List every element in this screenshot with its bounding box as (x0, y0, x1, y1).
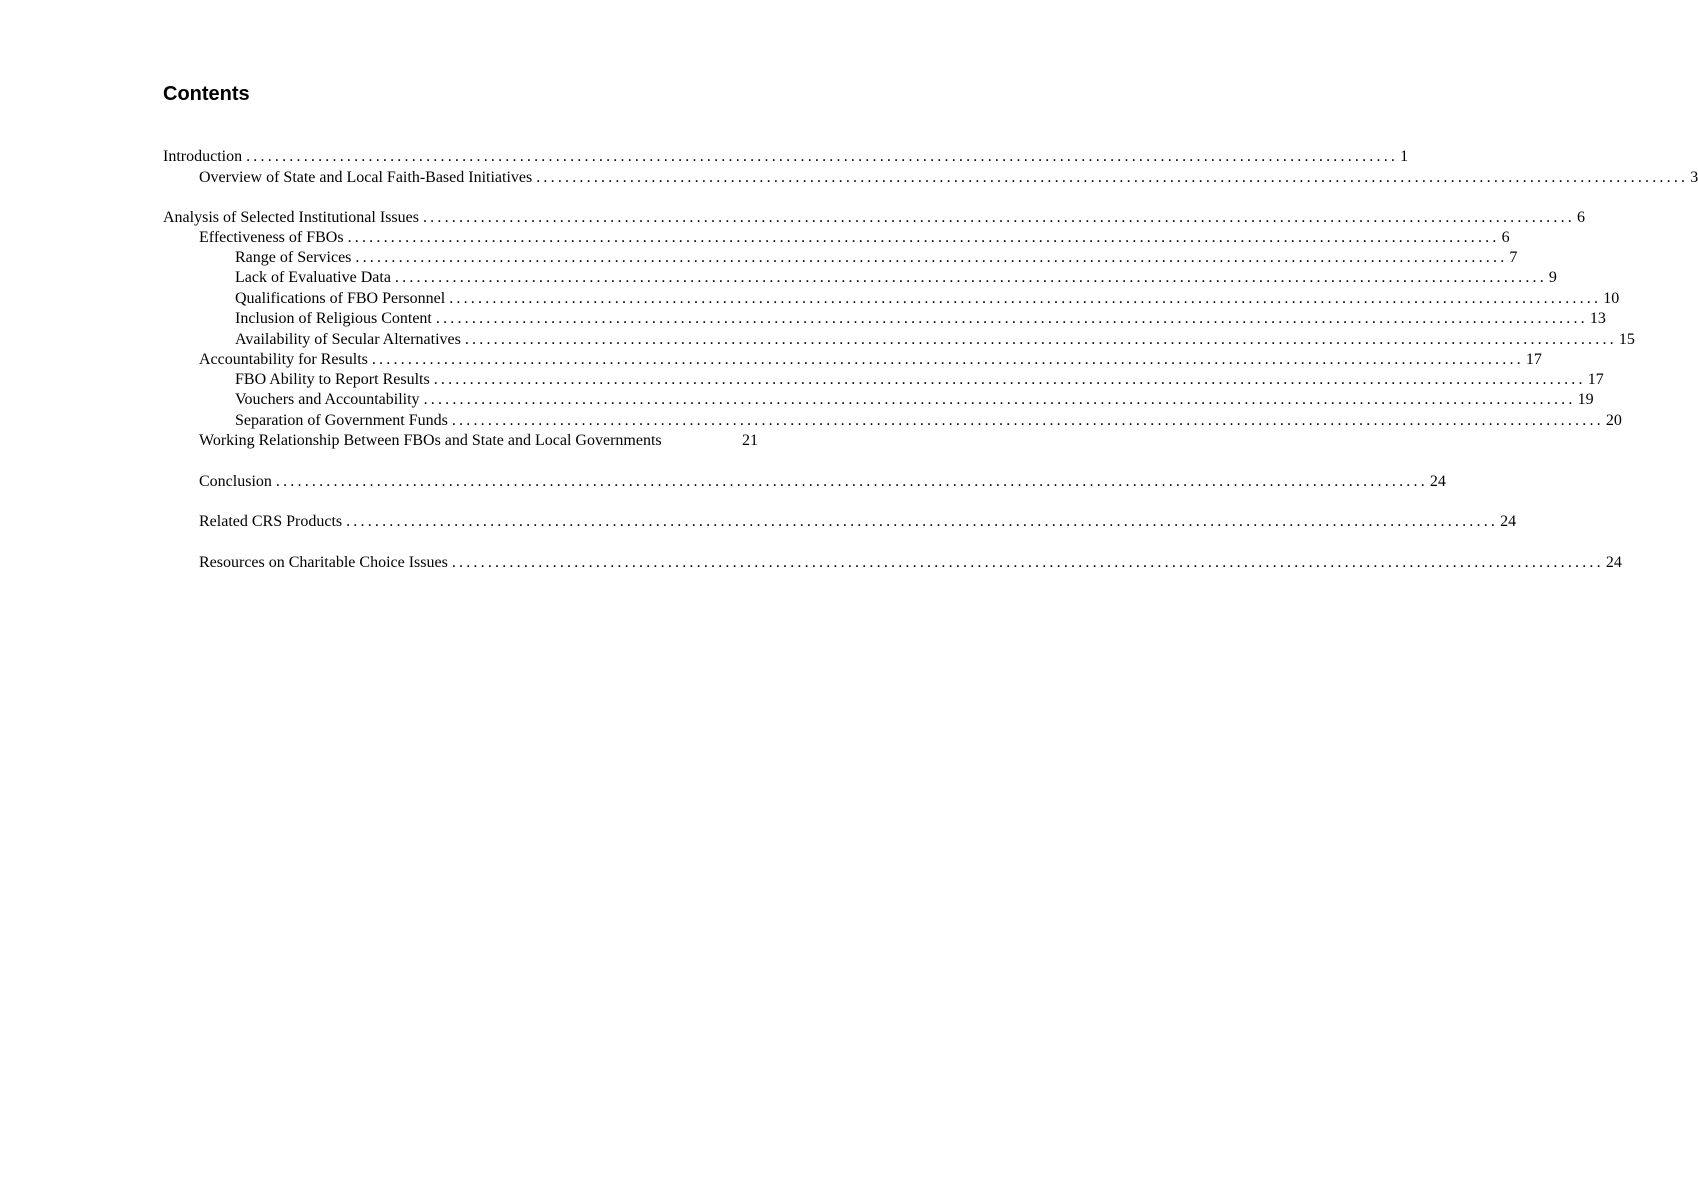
toc-dot-leader: ................................................................................................................................................................ (355, 249, 1508, 266)
toc-entry-title: FBO Ability to Report Results (235, 371, 430, 388)
toc-entry (235, 309, 1606, 329)
toc-entry-title: Inclusion of Religious Content (235, 310, 432, 327)
toc-dot-leader: ................................................................................................................................................................ (347, 229, 1500, 246)
toc-page-number: 7 (1509, 249, 1518, 266)
toc-dot-leader: ................................................................................................................................................................ (275, 473, 1428, 490)
toc-entry (235, 248, 1518, 268)
toc-dot-leader: ................................................................................................................................................................ (451, 554, 1604, 571)
toc-entry-title: Vouchers and Accountability (235, 391, 420, 408)
toc-page-number: 15 (1618, 331, 1635, 348)
toc-entry-title: Separation of Government Funds (235, 412, 448, 429)
toc-entry (163, 147, 1409, 167)
toc-entry-title: Introduction (163, 148, 243, 165)
toc-entry-title: Working Relationship Between FBOs and State and Local Governments (199, 432, 662, 449)
toc-page-number: 24 (1500, 513, 1517, 530)
toc-dot-leader: ................................................................................................................................................................ (435, 310, 1588, 327)
toc-page-number: 9 (1548, 269, 1557, 286)
toc-page-number: 1 (1400, 148, 1409, 165)
toc-entry-title: Effectiveness of FBOs (199, 229, 344, 246)
toc-entry (199, 350, 1542, 370)
toc-page-number: 24 (1605, 554, 1622, 571)
toc-dot-leader: ................................................................................................................................................................ (422, 209, 1575, 226)
toc-entry (235, 289, 1620, 309)
toc-entry (163, 208, 1585, 228)
toc-entry-title: Resources on Charitable Choice Issues (199, 554, 448, 571)
toc-page-number: 24 (1429, 473, 1446, 490)
toc-page-number: 21 (742, 432, 758, 449)
toc-page-number: 20 (1605, 412, 1622, 429)
toc-entry-title: Lack of Evaluative Data (235, 269, 391, 286)
toc-entry-title: Qualifications of FBO Personnel (235, 290, 446, 307)
toc-dot-leader: ................................................................................................................................................................ (423, 391, 1576, 408)
toc-dot-leader: ................................................................................................................................................................ (464, 331, 1617, 348)
toc-page-number: 6 (1501, 229, 1510, 246)
toc-dot-leader: ................................................................................................................................................................ (433, 371, 1586, 388)
toc-page-number: 17 (1525, 351, 1542, 368)
toc-entry-title: Conclusion (199, 473, 272, 490)
toc-page-number: 13 (1589, 310, 1606, 327)
toc-entry-title: Related CRS Products (199, 513, 343, 530)
toc-entry (235, 370, 1604, 390)
toc-entry (199, 228, 1510, 248)
toc-entry (235, 390, 1594, 410)
toc-dot-leader: ................................................................................................................................................................ (451, 412, 1604, 429)
toc-entry (235, 268, 1557, 288)
toc-entry (199, 431, 758, 451)
toc-entry (235, 411, 1622, 431)
toc-dot-leader: ................................................................................................................................................................ (394, 269, 1547, 286)
toc-entry (199, 512, 1517, 532)
toc-dot-leader: ................................................................................................................................................................ (346, 513, 1499, 530)
toc-entry (199, 553, 1622, 573)
toc-entry (199, 168, 1698, 188)
toc-entry-title: Availability of Secular Alternatives (235, 331, 461, 348)
toc-entry (199, 472, 1446, 492)
toc-entry-title: Overview of State and Local Faith-Based Initiatives (199, 169, 533, 186)
toc-entry-title: Range of Services (235, 249, 352, 266)
toc-entry (235, 330, 1635, 350)
toc-entry-title: Accountability for Results (199, 351, 368, 368)
toc-dot-leader: ................................................................................................................................................................ (449, 290, 1602, 307)
toc-page-number: 17 (1587, 371, 1604, 388)
toc-dot-leader: ................................................................................................................................................................ (536, 169, 1689, 186)
toc-page-number: 6 (1576, 209, 1585, 226)
toc-page-number: 3 (1690, 169, 1698, 186)
toc-dot-leader: ................................................................................................................................................................ (371, 351, 1524, 368)
toc-entry-title: Analysis of Selected Institutional Issues (163, 209, 419, 226)
toc-dot-leader: ................................................................................................................................................................ (246, 148, 1399, 165)
toc-page-number: 10 (1603, 290, 1620, 307)
toc-page-number: 19 (1577, 391, 1594, 408)
page-title: Contents (163, 83, 250, 105)
